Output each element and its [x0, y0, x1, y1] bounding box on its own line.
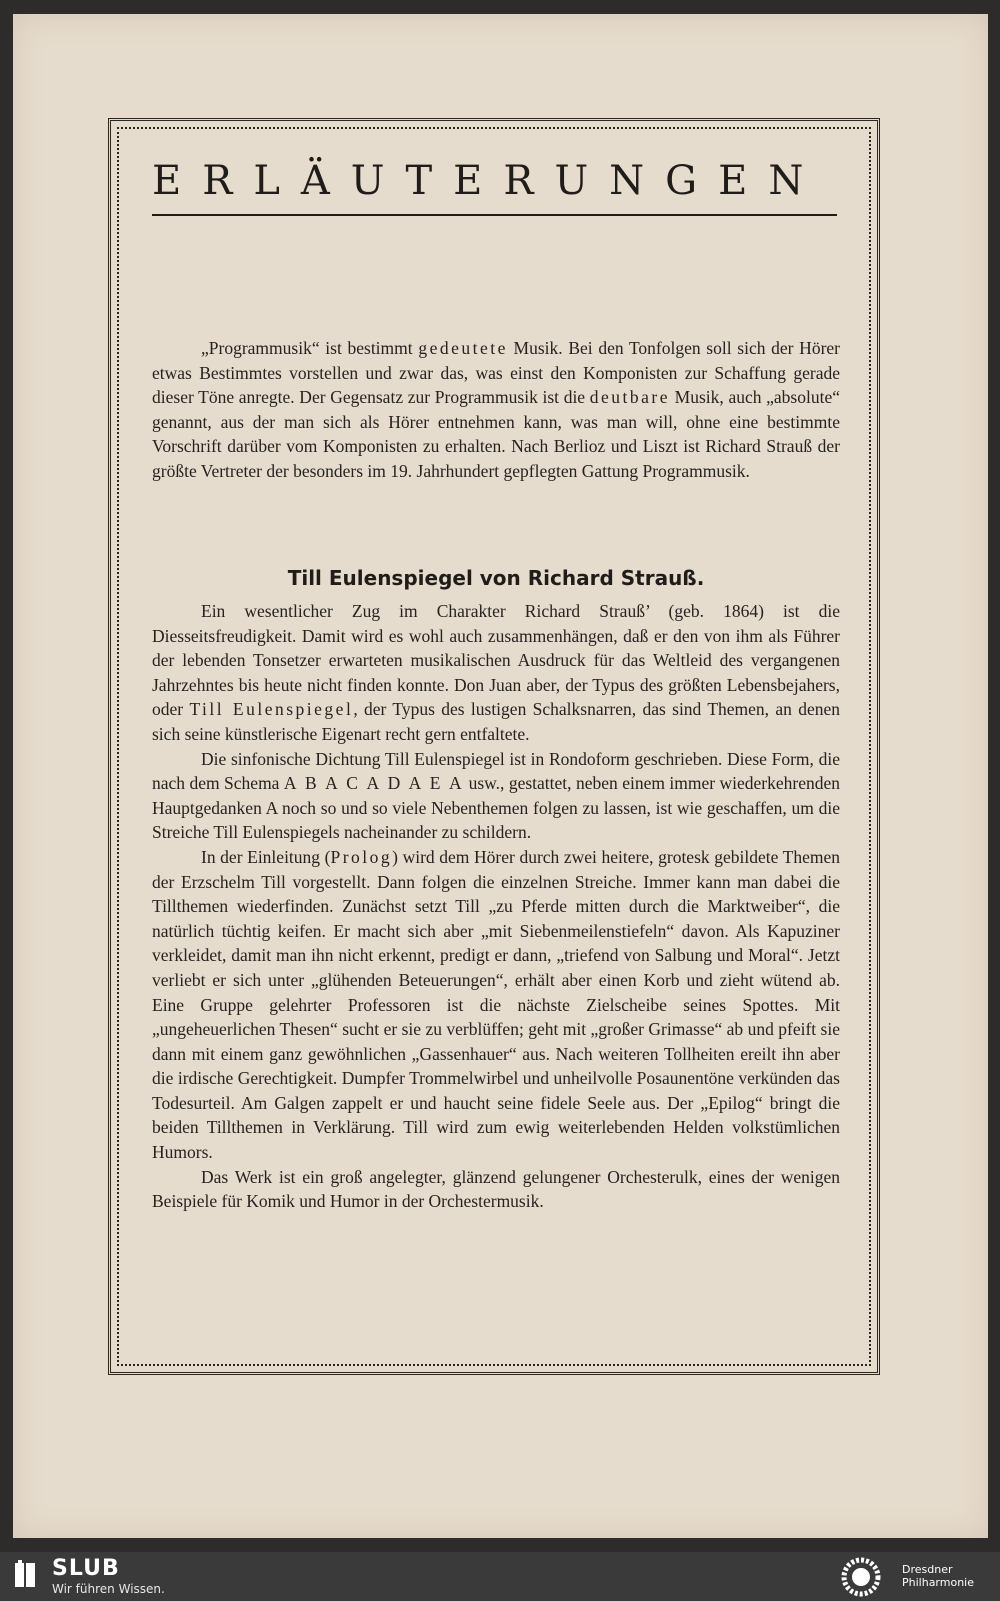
partner-name-line1: Dresdner: [902, 1563, 953, 1576]
paragraph-2: [152, 747, 840, 845]
p1-text-2: , der Typus des lustigen Schalksnarren, das sind Themen, an denen sich seine künstlerische Eigenart recht gern entfaltete.: [152, 699, 840, 744]
partner-name-line2: Philharmonie: [902, 1576, 974, 1589]
library-logo-text[interactable]: SLUB: [52, 1556, 120, 1581]
philharmonie-logo-icon[interactable]: [841, 1557, 881, 1597]
p2-text-1: Die sinfonische Dichtung Till Eulenspiegel ist in Rondoform geschrieben. Diese Form, die nach dem Schema: [152, 748, 840, 794]
paragraph-1: [152, 599, 840, 747]
p2-text-2: usw., gestattet, neben einem immer wiederkehrenden Hauptgedanken A noch so und so viele Nebenthemen folgen zu lassen, ist wie geschaffen, um die Streiche Till Eulenspiegels nacheinander zu schildern.: [152, 773, 841, 843]
page-title: ERLÄUTERUNGEN: [152, 158, 825, 204]
footer-bar: [0, 1552, 1000, 1601]
intro-emph-2: deutbare: [589, 387, 670, 408]
title-underline: [152, 214, 837, 216]
p3-text-1: In der Einleitung (: [201, 846, 331, 867]
intro-emph-1: gedeutete: [418, 338, 508, 358]
paragraph-3: [152, 845, 840, 1165]
p3-emph-1: Prolog: [330, 846, 393, 867]
intro-text-1: „Programmusik“ ist bestimmt: [201, 338, 419, 358]
library-tagline: Wir führen Wissen.: [52, 1582, 165, 1596]
p2-emph-1: A B A C A D A E A: [283, 773, 465, 794]
intro-text-3: Musik, auch „absolute“ genannt, aus der man sich als Hörer entnehmen kann, was man will, ohne eine bestimmte Vorschrift darüber vom Komponisten zu erhalten. Nach Berlioz und Liszt ist Richard Strauß der größte Vertreter der besonders im 19. Jahrhundert gepflegten Gattung Programmusik.: [152, 387, 841, 481]
p1-text-1: Ein wesentlicher Zug im Charakter Richard Strauß’ (geb. 1864) ist die Diesseitsfreudigkeit. Damit wird es wohl auch zusammenhängen, daß er den von ihm als Führer der lebenden Tonsetzer erwarteten musikalischen Ausdruck für das Weltleid des vergangenen Jahrzehntes bis heute nicht finden konnte. Don Juan aber, der Typus des größten Lebensbejahers, oder: [152, 601, 840, 720]
p3-text-2: ) wird dem Hörer durch zwei heitere, grotesk gebildete Themen der Erzschelm Till vorgestellt. Dann folgen die einzelnen Streiche. Immer kann man dabei die Tillthemen wiederfinden. Zunächst setzt Till „zu Pferde mitten durch die Marktweiber“, die natürlich tüchtig keifen. Er macht sich aber „mit Siebenmeilenstiefeln“ davon. Als Kapuziner verkleidet, damit man ihn nicht erkennt, predigt er dann, „triefend von Salbung und Moral“. Jetzt verliebt er sich unter „glühenden Beteuerungen“, erhält aber einen Korb und zieht wütend ab. Eine Gruppe gelehrter Professoren ist die nächste Zielscheibe seines Spottes. Mit „ungeheuerlichen Thesen“ sucht er sie zu verblüffen; geht mit „großer Grimasse“ ab und pfeift sie dann mit einem ganz gewöhnlichen „Gassenhauer“ aus. Nach weiteren Tollheiten ereilt ihn aber die irdische Gerechtigkeit. Dumpfer Trommelwirbel und unheilvolle Posaunentöne verkünden das Todesurteil. Am Galgen zappelt er und haucht seine fidele Seele aus. Der „Epilog“ bringt die beiden Tillthemen in Verklärung. Till wird zum ewig weiterlebenden Helden volkstümlichen Humors.: [152, 846, 841, 1163]
paragraph-4: Das Werk ist ein groß angelegter, glänzend gelungener Orchesterulk, eines der wenigen Beispiele für Komik und Humor in der Orchestermusik.: [152, 1166, 840, 1212]
section-heading: Till Eulenspiegel von Richard Strauß.: [287, 566, 705, 590]
book-icon: [14, 1560, 36, 1590]
intro-paragraph: [152, 336, 840, 484]
p1-emph-1: Till Eulenspiegel: [189, 699, 354, 720]
section-body: [152, 599, 840, 1214]
intro-text-2: Musik. Bei den Tonfolgen soll sich der Hörer etwas Bestimmtes vorstellen und zwar das, was einst den Komponisten zur Schaffung gerade dieser Töne anregte. Der Gegensatz zur Programmusik ist die: [152, 338, 840, 408]
